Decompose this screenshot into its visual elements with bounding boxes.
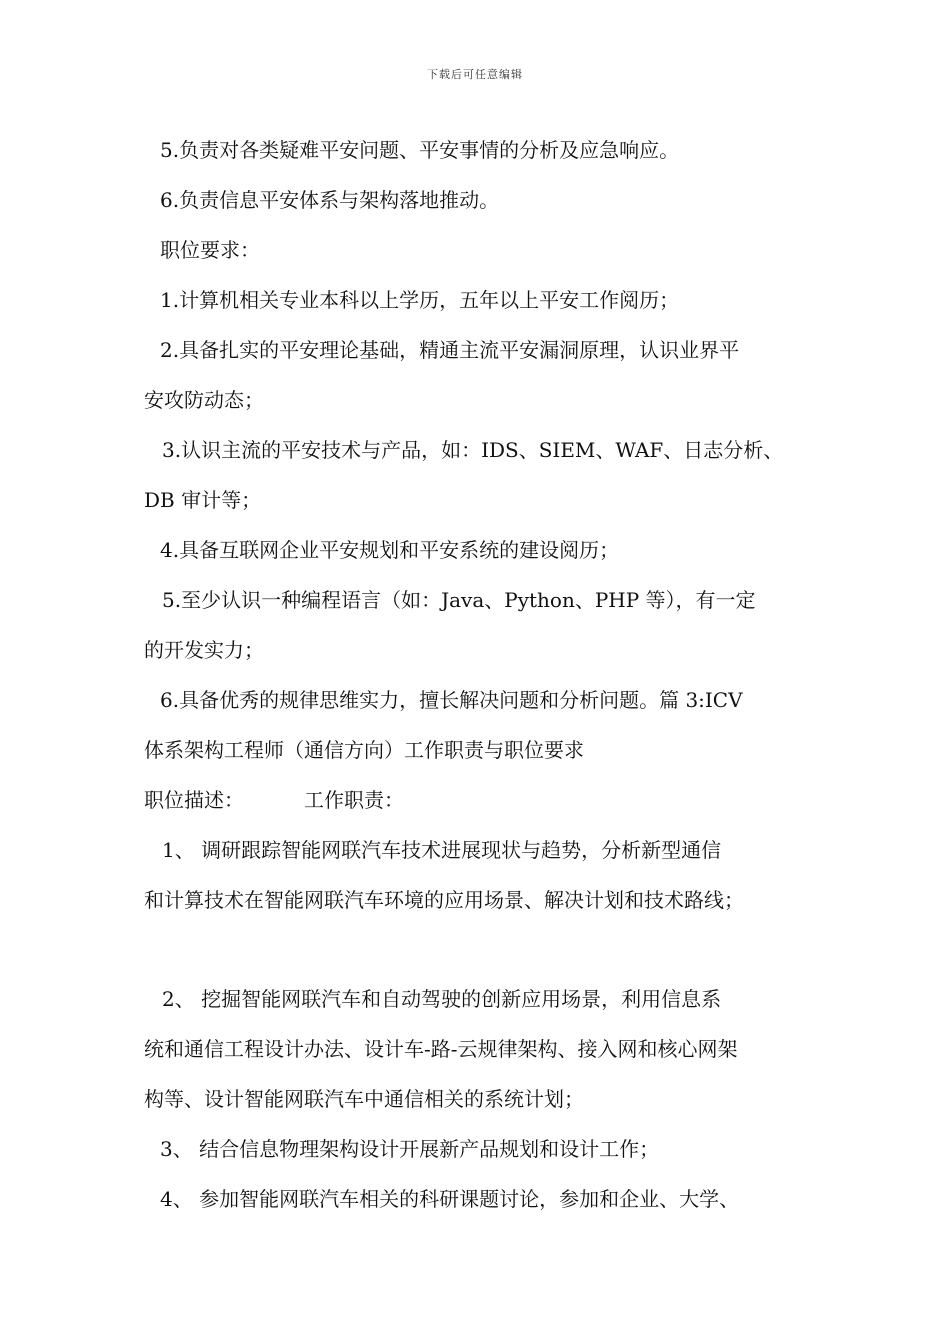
text-line: 体系架构工程师（通信方向）工作职责与职位要求 bbox=[144, 738, 584, 762]
job-duties-label: 工作职责： bbox=[304, 788, 404, 812]
job-description-label: 职位描述： bbox=[144, 788, 244, 812]
section-heading: 职位要求： bbox=[160, 238, 260, 262]
text-line: 1、 调研跟踪智能网联汽车技术进展现状与趋势，分析新型通信 bbox=[162, 838, 722, 862]
text-line: 和计算技术在智能网联汽车环境的应用场景、解决计划和技术路线； bbox=[144, 888, 744, 912]
text-line: 2、 挖掘智能网联汽车和自动驾驶的创新应用场景，利用信息系 bbox=[162, 987, 722, 1011]
text-line: 2.具备扎实的平安理论基础，精通主流平安漏洞原理，认识业界平 bbox=[160, 338, 740, 362]
text-line: 6.具备优秀的规律思维实力，擅长解决问题和分析问题。篇 3:ICV bbox=[160, 688, 743, 712]
text-line: 4、 参加智能网联汽车相关的科研课题讨论，参加和企业、大学、 bbox=[160, 1187, 740, 1211]
text-line: 6.负责信息平安体系与架构落地推动。 bbox=[160, 188, 500, 212]
text-line: 1.计算机相关专业本科以上学历，五年以上平安工作阅历； bbox=[160, 288, 680, 312]
text-line: 3、 结合信息物理架构设计开展新产品规划和设计工作； bbox=[160, 1137, 660, 1161]
text-line: 的开发实力； bbox=[144, 638, 264, 662]
text-line: 构等、设计智能网联汽车中通信相关的系统计划； bbox=[144, 1087, 584, 1111]
text-line: 3.认识主流的平安技术与产品，如：IDS、SIEM、WAF、日志分析、 bbox=[162, 438, 784, 462]
text-line: 4.具备互联网企业平安规划和平安系统的建设阅历； bbox=[160, 538, 620, 562]
text-line: DB 审计等； bbox=[144, 488, 262, 512]
page-header: 下载后可任意编辑 bbox=[427, 68, 523, 81]
text-line: 5.至少认识一种编程语言（如：Java、Python、PHP 等），有一定 bbox=[162, 588, 756, 612]
text-line: 统和通信工程设计办法、设计车-路-云规律架构、接入网和核心网架 bbox=[144, 1037, 738, 1061]
job-description-row bbox=[144, 786, 404, 814]
text-line: 安攻防动态； bbox=[144, 388, 264, 412]
text-line: 5.负责对各类疑难平安问题、平安事情的分析及应急响应。 bbox=[160, 138, 680, 162]
